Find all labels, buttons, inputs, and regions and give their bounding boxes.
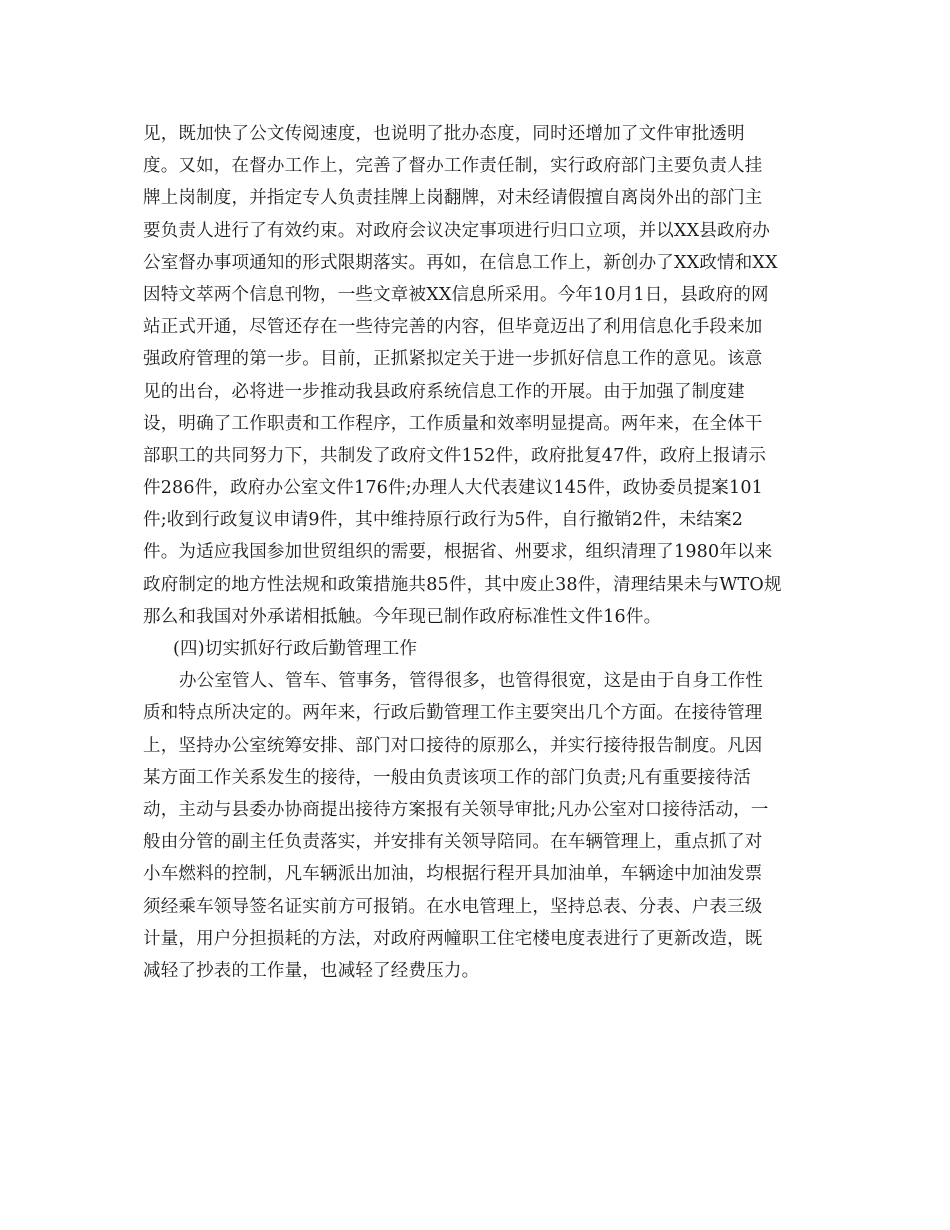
text-line: 牌上岗制度，并指定专人负责挂牌上岗翻牌，对未经请假擅自离岗外出的部门主 [143, 188, 763, 209]
text-line: 般由分管的副主任负责落实，并安排有关领导陪同。在车辆管理上，重点抓了对 [143, 832, 763, 853]
text-line: 件。为适应我国参加世贸组织的需要，根据省、州要求，组织清理了1980年以来 [143, 542, 773, 563]
text-line: 部职工的共同努力下，共制发了政府文件152件，政府批复47件，政府上报请示 [143, 445, 767, 466]
text-line: 公室督办事项通知的形式限期落实。再如，在信息工作上，新创办了XX政情和XX [143, 252, 778, 273]
text-line: 件286件，政府办公室文件176件;办理人大代表建议145件，政协委员提案101 [143, 478, 764, 499]
text-line: 上，坚持办公室统筹安排、部门对口接待的原那么，并实行接待报告制度。凡因 [143, 735, 763, 756]
text-line: 计量，用户分担损耗的方法，对政府两幢职工住宅楼电度表进行了更新改造，既 [143, 928, 763, 949]
text-line: 度。又如，在督办工作上，完善了督办工作责任制，实行政府部门主要负责人挂 [143, 156, 763, 177]
section-heading: (四)切实抓好行政后勤管理工作 [173, 639, 418, 659]
text-line: 小车燃料的控制，凡车辆派出加油，均根据行程开具加油单，车辆途中加油发票 [143, 864, 763, 885]
text-line: 因特文萃两个信息刊物，一些文章被XX信息所采用。今年10月1日，县政府的网 [143, 284, 769, 305]
text-line: 件;收到行政复议申请9件，其中维持原行政行为5件，自行撤销2件，未结案2 [143, 510, 744, 531]
text-line: 质和特点所决定的。两年来，行政后勤管理工作主要突出几个方面。在接待管理 [143, 703, 763, 724]
text-line: 要负责人进行了有效约束。对政府会议决定事项进行归口立项，并以XX县政府办 [143, 220, 771, 241]
text-line: 政府制定的地方性法规和政策措施共85件，其中废止38件，清理结果未与WTO规 [143, 574, 782, 595]
text-line: 那么和我国对外承诺相抵触。今年现已制作政府标准性文件16件。 [143, 606, 662, 627]
text-line: 办公室管人、管车、管事务，管得很多，也管得很宽，这是由于自身工作性 [179, 671, 764, 692]
text-line: 见，既加快了公文传阅速度，也说明了批办态度，同时还增加了文件审批透明 [143, 124, 745, 144]
text-line: 某方面工作关系发生的接待，一般由负责该项工作的部门负责;凡有重要接待活 [143, 767, 751, 788]
text-line: 强政府管理的第一步。目前，正抓紧拟定关于进一步抓好信息工作的意见。该意 [143, 349, 763, 370]
text-line: 见的出台，必将进一步推动我县政府系统信息工作的开展。由于加强了制度建 [143, 381, 745, 402]
text-line: 站正式开通，尽管还存在一些待完善的内容，但毕竟迈出了利用信息化手段来加 [143, 317, 763, 338]
text-line: 须经乘车领导签名证实前方可报销。在水电管理上，坚持总表、分表、户表三级 [143, 896, 763, 917]
text-line: 设，明确了工作职责和工作程序，工作质量和效率明显提高。两年来，在全体干 [143, 413, 763, 434]
text-line: 减轻了抄表的工作量，也减轻了经费压力。 [143, 960, 480, 981]
document-body [143, 118, 813, 987]
text-line: 动，主动与县委办协商提出接待方案报有关领导审批;凡办公室对口接待活动，一 [143, 799, 769, 820]
